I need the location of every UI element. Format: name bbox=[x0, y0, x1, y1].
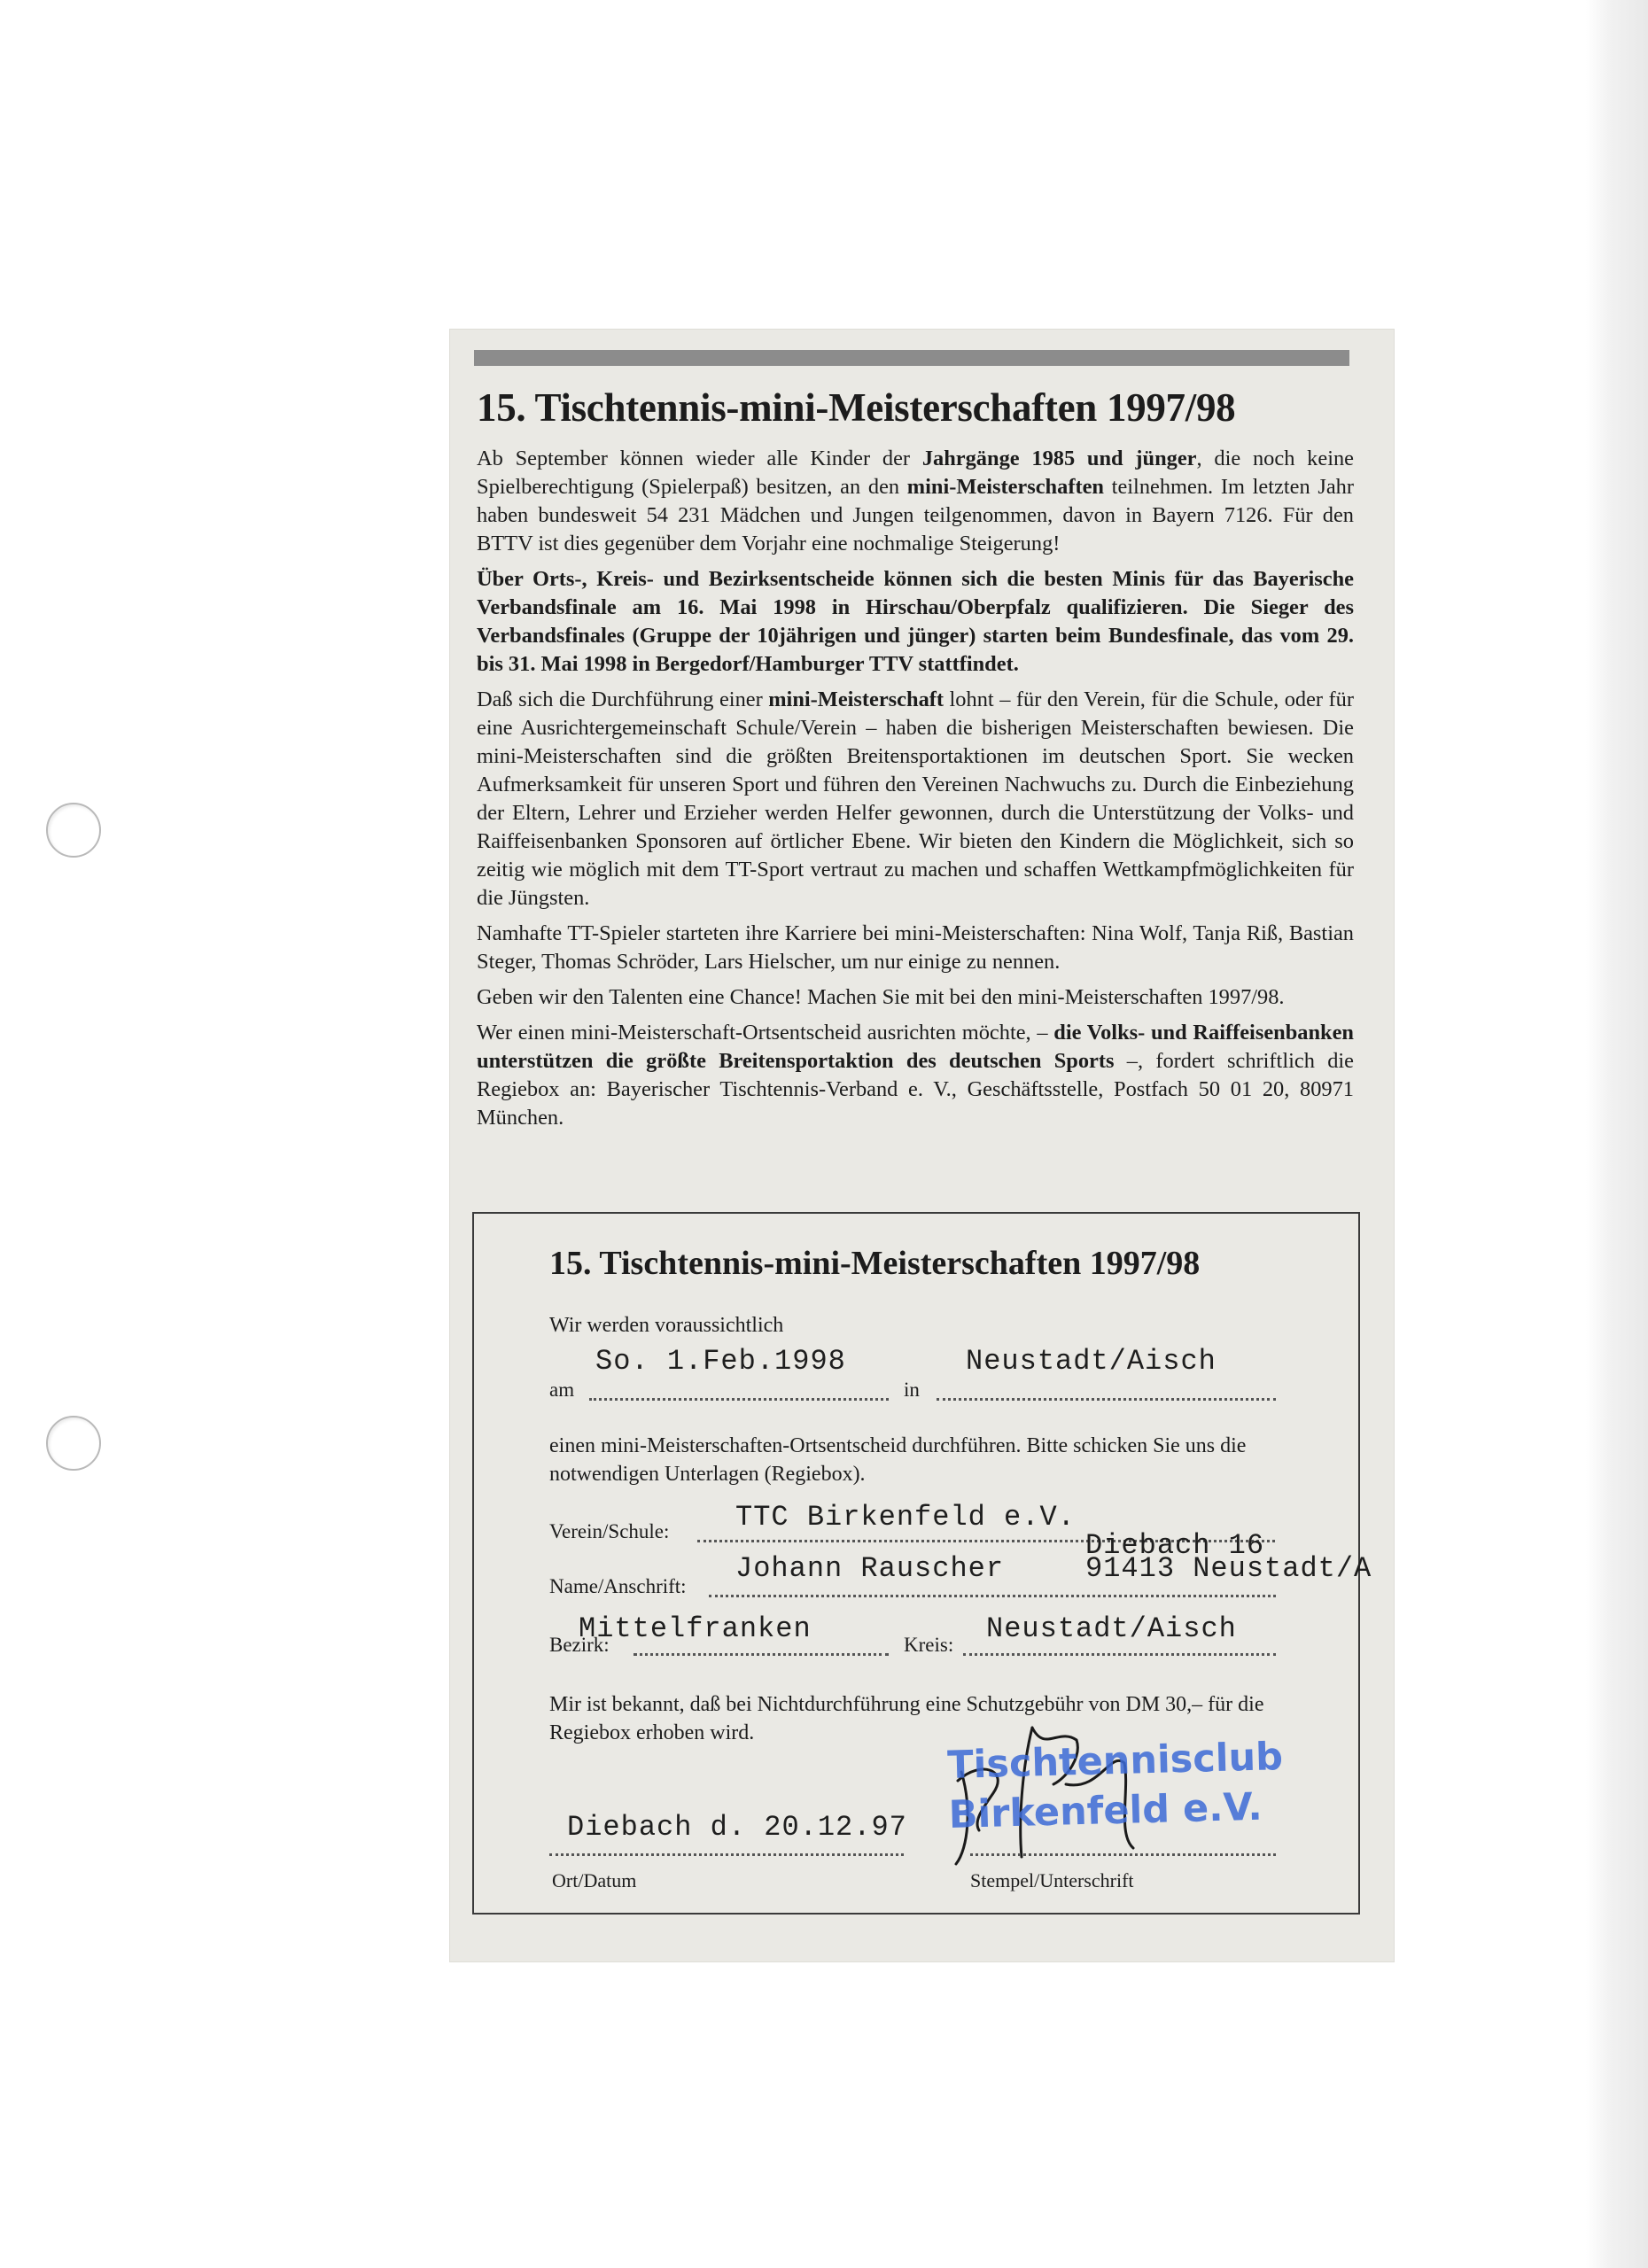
newspaper-clipping bbox=[450, 330, 1394, 1961]
form-title: 15. Tischtennis-mini-Meisterschaften 1997/98 bbox=[549, 1245, 1201, 1282]
p1-bold-b: mini-Meisterschaften bbox=[906, 475, 1104, 499]
name-label: Name/Anschrift: bbox=[549, 1575, 687, 1597]
p3-bold: mini-Meisterschaft bbox=[768, 687, 944, 711]
paragraph-1 bbox=[477, 445, 1354, 558]
date-value[interactable]: So. 1.Feb.1998 bbox=[595, 1345, 846, 1378]
paragraph-3 bbox=[477, 686, 1354, 913]
kreis-value[interactable]: Neustadt/Aisch bbox=[986, 1612, 1237, 1645]
p2-bold: Über Orts-, Kreis- und Bezirksentscheide können sich die besten Minis für das Bayerische Verbandsfinale am 16. Mai 1998 in Hirschau/Oberpfalz qualifizieren. Die Sieger des Verbandsfinales (Gruppe der 10jährigen und jünger) starten beim Bundesfinale, das vom 29. bis 31. Mai 1998 in Bergedorf/Hamburger TTV stattfindet. bbox=[477, 567, 1354, 676]
form-intro: Wir werden voraussichtlich bbox=[549, 1314, 784, 1337]
location-line bbox=[937, 1398, 1276, 1401]
stamp-line-1: Tischtennisclub bbox=[946, 1735, 1284, 1788]
bezirk-value[interactable]: Mittelfranken bbox=[579, 1612, 812, 1645]
page-edge-shadow bbox=[1586, 0, 1648, 2268]
club-stamp bbox=[947, 1732, 1285, 1840]
address-line-2[interactable]: 91413 Neustadt/A bbox=[1085, 1552, 1372, 1585]
p6-text-a: Wer einen mini-Meisterschaft-Ortsentscheid ausrichten möchte, – bbox=[477, 1021, 1054, 1045]
p1-bold-a: Jahrgänge 1985 und jünger bbox=[921, 447, 1197, 470]
punch-hole-top bbox=[46, 803, 101, 858]
bezirk-label: Bezirk: bbox=[549, 1634, 610, 1656]
ort-datum-label: Ort/Datum bbox=[552, 1869, 637, 1891]
p3-text-a: Daß sich die Durchführung einer bbox=[477, 687, 769, 711]
bezirk-line bbox=[634, 1653, 889, 1656]
registration-form bbox=[472, 1212, 1372, 1915]
verein-label: Verein/Schule: bbox=[549, 1520, 670, 1542]
name-line bbox=[709, 1595, 1276, 1597]
p6-text-b: –, fordert schriftlich die Regiebox an: Bayerischer Tischtennis-Verband e. V., Geschäftsstelle, Postfach 50 01 20, 80971 München. bbox=[477, 1049, 1354, 1130]
stempel-line bbox=[970, 1853, 1276, 1856]
ort-datum-value[interactable]: Diebach d. 20.12.97 bbox=[567, 1811, 907, 1844]
paragraph-5: Geben wir den Talenten eine Chance! Machen Sie mit bei den mini-Meisterschaften 1997/98. bbox=[477, 985, 1285, 1009]
form-body-text: einen mini-Meisterschaften-Ortsentscheid durchführen. Bitte schicken Sie uns die notwendigen Unterlagen (Regiebox). bbox=[549, 1434, 1247, 1486]
p3-text-b: lohnt – für den Verein, für die Schule, oder für eine Ausrichtergemeinschaft Schule/Verein – haben die bisherigen Meisterschaften bewiesen. Die mini-Meisterschaften sind die größten Breitensportaktionen im deutschen Sport. Sie wecken Aufmerksamkeit für unseren Sport und führen den Vereinen Nachwuchs zu. Durch die Einbeziehung der Eltern, Lehrer und Erzieher werden Helfer gewonnen, durch die Unterstützung der Volks- und Raiffeisenbanken Sponsoren auf örtlicher Ebene. Wir bieten den Kindern die Möglichkeit, sich so zeitig wie möglich mit dem TT-Sport vertraut zu machen und schaffen Wettkampfmöglichkeiten für die Jüngsten. bbox=[477, 687, 1354, 910]
ort-datum-line bbox=[549, 1853, 904, 1856]
stamp-line-2: Birkenfeld e.V. bbox=[948, 1784, 1263, 1837]
location-value[interactable]: Neustadt/Aisch bbox=[966, 1345, 1217, 1378]
header-rule bbox=[474, 350, 1349, 366]
article-headline: 15. Tischtennis-mini-Meisterschaften 1997/98 bbox=[477, 385, 1236, 430]
stempel-label: Stempel/Unterschrift bbox=[970, 1869, 1134, 1891]
paragraph-2 bbox=[477, 565, 1354, 679]
article-body bbox=[477, 445, 1354, 1139]
paragraph-4: Namhafte TT-Spieler starteten ihre Karriere bei mini-Meisterschaften: Nina Wolf, Tanja Riß, Bastian Steger, Thomas Schröder, Lars Hielscher, um nur einige zu nennen. bbox=[477, 921, 1354, 974]
p6-bold: die Volks- und Raiffeisenbanken unterstützen die größte Breitensportaktion des deutschen Sports bbox=[477, 1021, 1354, 1073]
p1-text-a: Ab September können wieder alle Kinder der bbox=[477, 447, 922, 470]
verein-value[interactable]: TTC Birkenfeld e.V. bbox=[735, 1501, 1076, 1534]
kreis-label: Kreis: bbox=[904, 1634, 954, 1656]
punch-hole-bottom bbox=[46, 1416, 101, 1471]
address-line-1[interactable]: Diebach 16 bbox=[1085, 1529, 1265, 1562]
p1-text-b: , die noch keine Spielberechtigung (Spielerpaß) besitzen, an den bbox=[477, 447, 1354, 499]
in-label: in bbox=[904, 1379, 920, 1401]
kreis-line bbox=[963, 1653, 1276, 1656]
name-value[interactable]: Johann Rauscher bbox=[735, 1552, 1005, 1585]
paragraph-6 bbox=[477, 1019, 1354, 1132]
p1-text-c: teilnehmen. Im letzten Jahr haben bundesweit 54 231 Mädchen und Jungen teilgenommen, davon in Bayern 7126. Für den BTTV ist dies gegenüber dem Vorjahr eine nochmalige Steigerung! bbox=[477, 475, 1354, 555]
am-label: am bbox=[549, 1379, 575, 1401]
date-line bbox=[589, 1398, 889, 1401]
fee-notice: Mir ist bekannt, daß bei Nichtdurchführung eine Schutzgebühr von DM 30,– für die Regiebox erhoben wird. bbox=[549, 1693, 1264, 1744]
